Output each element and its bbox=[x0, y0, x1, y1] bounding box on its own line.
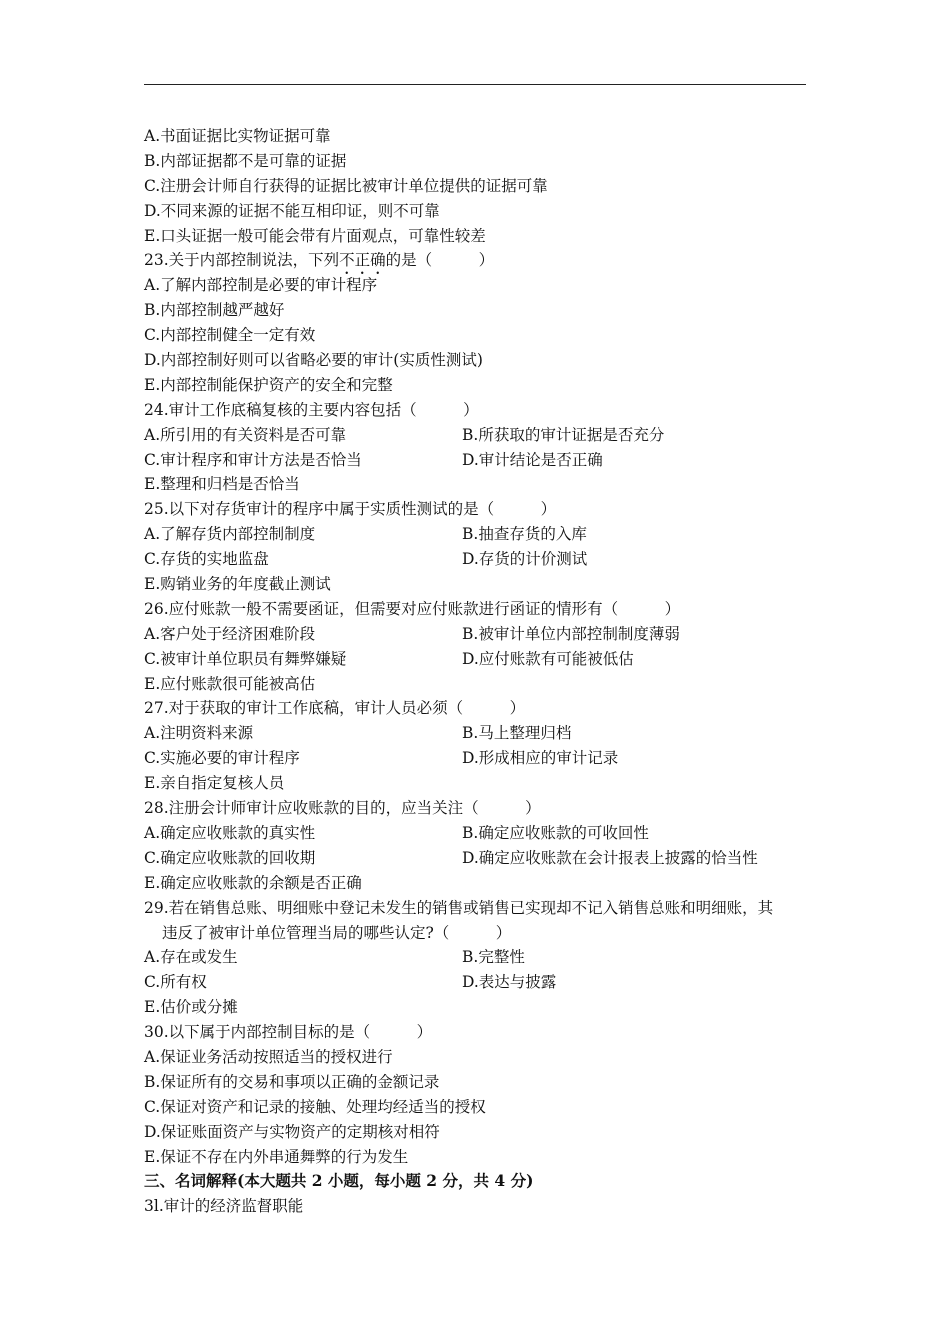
q24-option-d: D.审计结论是否正确 bbox=[462, 450, 603, 469]
q23-option-b: B.内部控制越严越好 bbox=[144, 301, 285, 320]
q25-option-a: A.了解存货内部控制制度 bbox=[144, 525, 316, 544]
q26-options-row-2 bbox=[144, 647, 814, 672]
q30-option-a: A.保证业务活动按照适当的授权进行 bbox=[144, 1047, 393, 1066]
q25-options-row-2 bbox=[144, 547, 814, 572]
q30-option-b: B.保证所有的交易和事项以正确的金额记录 bbox=[144, 1072, 440, 1091]
q28-stem: 28.注册会计师审计应收账款的目的，应当关注（ ） bbox=[144, 799, 541, 818]
q26-option-b: B.被审计单位内部控制制度薄弱 bbox=[462, 624, 680, 643]
q24-option-e: E.整理和归档是否恰当 bbox=[144, 475, 300, 494]
q28-option-b: B.确定应收账款的可收回性 bbox=[462, 823, 649, 842]
q25-option-d: D.存货的计价测试 bbox=[462, 550, 588, 569]
q28-option-e: E.确定应收账款的余额是否正确 bbox=[144, 873, 362, 892]
q22-option-c: C.注册会计师自行获得的证据比被审计单位提供的证据可靠 bbox=[144, 176, 548, 195]
q26-stem: 26.应付账款一般不需要函证，但需要对应付账款进行函证的情形有（ ） bbox=[144, 599, 681, 618]
q23-stem-text: 23.关于内部控制说法，下列 bbox=[144, 251, 340, 270]
q27-option-c: C.实施必要的审计程序 bbox=[144, 749, 300, 768]
q30-option-c: C.保证对资产和记录的接触、处理均经适当的授权 bbox=[144, 1097, 486, 1116]
q27-option-a: A.注明资料来源 bbox=[144, 724, 254, 743]
q24-options-row-1 bbox=[144, 423, 814, 448]
q24-option-c: C.审计程序和审计方法是否恰当 bbox=[144, 450, 362, 469]
q23-option-e: E.内部控制能保护资产的安全和完整 bbox=[144, 375, 393, 394]
q27-stem: 27.对于获取的审计工作底稿，审计人员必须（ ） bbox=[144, 699, 526, 718]
q26-option-c: C.被审计单位职员有舞弊嫌疑 bbox=[144, 649, 347, 668]
q22-option-a: A.书面证据比实物证据可靠 bbox=[144, 127, 331, 145]
q28-options-row-2 bbox=[144, 846, 814, 871]
q29-options-row-2 bbox=[144, 970, 814, 995]
q29-stem-line-1: 29.若在销售总账、明细账中登记未发生的销售或销售已实现却不记入销售总账和明细账，其 bbox=[144, 898, 774, 917]
q29-option-c: C.所有权 bbox=[144, 973, 207, 992]
q23-stem-emphasis: 不正确 bbox=[339, 251, 386, 270]
section-3-heading: 三、名词解释(本大题共 2 小题，每小题 2 分，共 4 分) bbox=[144, 1171, 534, 1191]
header-rule bbox=[144, 84, 806, 85]
q28-option-d: D.确定应收账款在会计报表上披露的恰当性 bbox=[462, 848, 758, 867]
q25-option-e: E.购销业务的年度截止测试 bbox=[144, 575, 331, 594]
q23-stem-tail: 的是（ ） bbox=[385, 251, 495, 270]
q25-options-row-1 bbox=[144, 522, 814, 547]
q30-stem: 30.以下属于内部控制目标的是（ ） bbox=[144, 1023, 433, 1042]
q30-option-d: D.保证账面资产与实物资产的定期核对相符 bbox=[144, 1122, 440, 1141]
q27-options-row-2 bbox=[144, 746, 814, 771]
q26-option-d: D.应付账款有可能被低估 bbox=[462, 649, 634, 668]
q23-stem bbox=[144, 248, 814, 273]
q24-option-b: B.所获取的审计证据是否充分 bbox=[462, 425, 665, 444]
q29-stem-line-2: 违反了被审计单位管理当局的哪些认定?（ ） bbox=[162, 923, 512, 942]
q25-stem: 25.以下对存货审计的程序中属于实质性测试的是（ ） bbox=[144, 500, 557, 519]
q27-option-b: B.马上整理归档 bbox=[462, 724, 572, 743]
q27-option-e: E.亲自指定复核人员 bbox=[144, 774, 285, 793]
q22-option-d: D.不同来源的证据不能互相印证，则不可靠 bbox=[144, 201, 440, 220]
q28-option-c: C.确定应收账款的回收期 bbox=[144, 848, 316, 867]
q25-option-c: C.存货的实地监盘 bbox=[144, 550, 269, 569]
q22-option-e: E.口头证据一般可能会带有片面观点，可靠性较差 bbox=[144, 226, 486, 245]
q29-option-d: D.表达与披露 bbox=[462, 973, 557, 992]
q23-option-c: C.内部控制健全一定有效 bbox=[144, 326, 316, 345]
q24-option-a: A.所引用的有关资料是否可靠 bbox=[144, 425, 347, 444]
q29-option-e: E.估价或分摊 bbox=[144, 998, 238, 1017]
q28-option-a: A.确定应收账款的真实性 bbox=[144, 823, 316, 842]
q23-option-d: D.内部控制好则可以省略必要的审计(实质性测试) bbox=[144, 351, 483, 370]
q23-option-a: A.了解内部控制是必要的审计程序 bbox=[144, 276, 378, 295]
exam-page-content bbox=[144, 124, 814, 1219]
q22-option-b: B.内部证据都不是可靠的证据 bbox=[144, 151, 347, 170]
q25-option-b: B.抽查存货的入库 bbox=[462, 525, 587, 544]
q27-option-d: D.形成相应的审计记录 bbox=[462, 749, 619, 768]
q26-option-e: E.应付账款很可能被高估 bbox=[144, 674, 316, 693]
q29-option-a: A.存在或发生 bbox=[144, 948, 238, 967]
q31-stem: 3l.审计的经济监督职能 bbox=[144, 1197, 304, 1216]
q28-options-row-1 bbox=[144, 821, 814, 846]
q30-option-e: E.保证不存在内外串通舞弊的行为发生 bbox=[144, 1147, 409, 1166]
q27-options-row-1 bbox=[144, 721, 814, 746]
q24-stem: 24.审计工作底稿复核的主要内容包括（ ） bbox=[144, 400, 479, 419]
q29-option-b: B.完整性 bbox=[462, 948, 525, 967]
q29-options-row-1 bbox=[144, 945, 814, 970]
q26-option-a: A.客户处于经济困难阶段 bbox=[144, 624, 316, 643]
q26-options-row-1 bbox=[144, 622, 814, 647]
q24-options-row-2 bbox=[144, 448, 814, 473]
